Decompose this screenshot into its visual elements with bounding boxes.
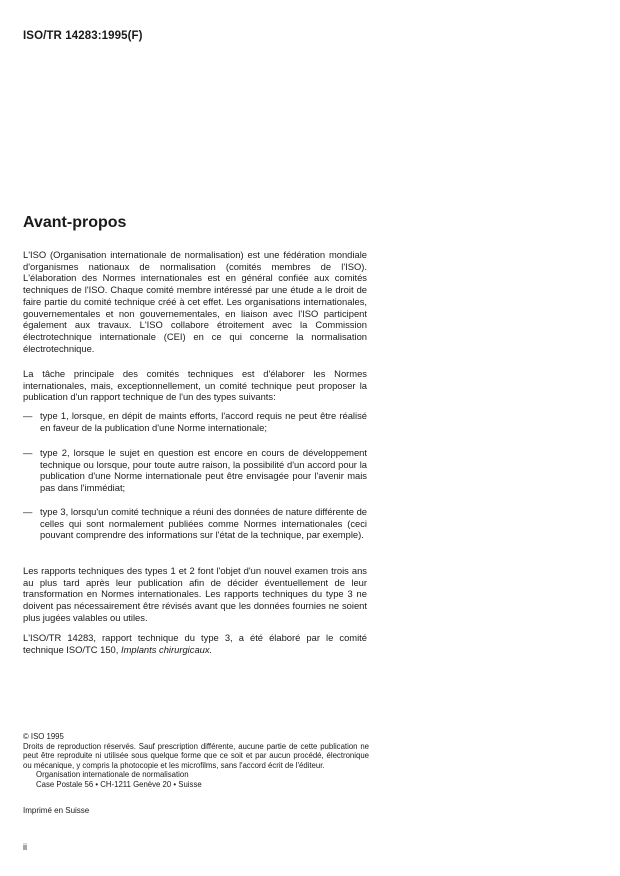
- paragraph-text: L'ISO (Organisation internationale de normalisation) est une fédération mondiale d'organismes nationaux de normalisation (comités membres de l'ISO). L'élaboration des Normes internationales est en général confiée aux comités techniques de l'ISO. Chaque comité membre intéressé par une étude a le droit de faire partie du comité technique créé à cet effet. Les organisations internationales, gouvernementales et non gouvernementales, en liaison avec l'ISO participent également aux travaux. L'ISO collabore étroitement avec la Commission électrotechnique internationale (CEI) en ce qui concerne la normalisation électrotechnique.: [23, 249, 367, 354]
- committee-title: Implants chirurgicaux.: [120, 643, 213, 655]
- list-item-text: type 1, lorsque, en dépit de maints efforts, l'accord requis ne peut être réalisé en faveur de la publication d'une Norme internationale;: [40, 410, 367, 433]
- list-item-text: type 3, lorsqu'un comité technique a réuni des données de nature différente de celles qui sont normalement publiées comme Normes internationales (ceci pouvant comprendre des informations sur l'état de la technique, par exemple).: [40, 506, 367, 541]
- copyright-rights: Droits de reproduction réservés. Sauf prescription différente, aucune partie de cette publication ne peut être reproduite ni utilisée sous quelque forme que ce soit et par aucun procédé, électronique ou mécanique, y compris la photocopie et les microfilms, sans l'accord écrit de l'éditeur.: [23, 741, 369, 770]
- dash-bullet: —: [23, 506, 33, 517]
- paragraph-text: La tâche principale des comités techniques est d'élaborer les Normes internationales, mais, exceptionnellement, un comité technique peut proposer la publication d'un rapport technique de l'un des types suivants:: [23, 368, 367, 403]
- list-item-text: type 2, lorsque le sujet en question est encore en cours de développement technique ou lorsque, pour toute autre raison, la possibilité d'un accord pour la publication d'une Norme internationale peut être envisagée pour l'avenir mais pas dans l'immédiat;: [40, 447, 367, 494]
- printed-in: Imprimé en Suisse: [23, 806, 90, 815]
- copyright-block: [23, 732, 369, 790]
- dash-bullet: —: [23, 447, 33, 458]
- foreword-paragraph-2: [23, 368, 367, 403]
- foreword-paragraph-3: [23, 565, 367, 624]
- foreword-paragraph-1: [23, 249, 367, 354]
- paragraph-text: Les rapports techniques des types 1 et 2 font l'objet d'un nouvel examen trois ans au plus tard après leur publication afin de décider éventuellement de leur transformation en Normes internationales. Les rapports techniques du type 3 ne doivent pas nécessairement être révisés avant que les données fournies ne soient plus jugées valables ou utiles.: [23, 565, 367, 623]
- dash-bullet: —: [23, 410, 33, 421]
- foreword-paragraph-4: [23, 632, 367, 655]
- document-id-header: ISO/TR 14283:1995(F): [23, 30, 143, 42]
- page-number: ii: [23, 842, 27, 852]
- section-title: Avant-propos: [23, 214, 127, 231]
- list-item: [23, 447, 367, 494]
- list-item: [23, 506, 367, 541]
- paragraph-text: [23, 632, 367, 655]
- publisher-name: Organisation internationale de normalisation: [36, 770, 189, 780]
- publisher-address: Case Postale 56 • CH-1211 Genève 20 • Suisse: [36, 779, 202, 789]
- paragraph-main-text: L'ISO/TR 14283, rapport technique du type 3, a été élaboré par le comité technique ISO/TC 150,: [23, 632, 367, 655]
- list-item: [23, 410, 367, 433]
- copyright-line: © ISO 1995: [23, 732, 64, 741]
